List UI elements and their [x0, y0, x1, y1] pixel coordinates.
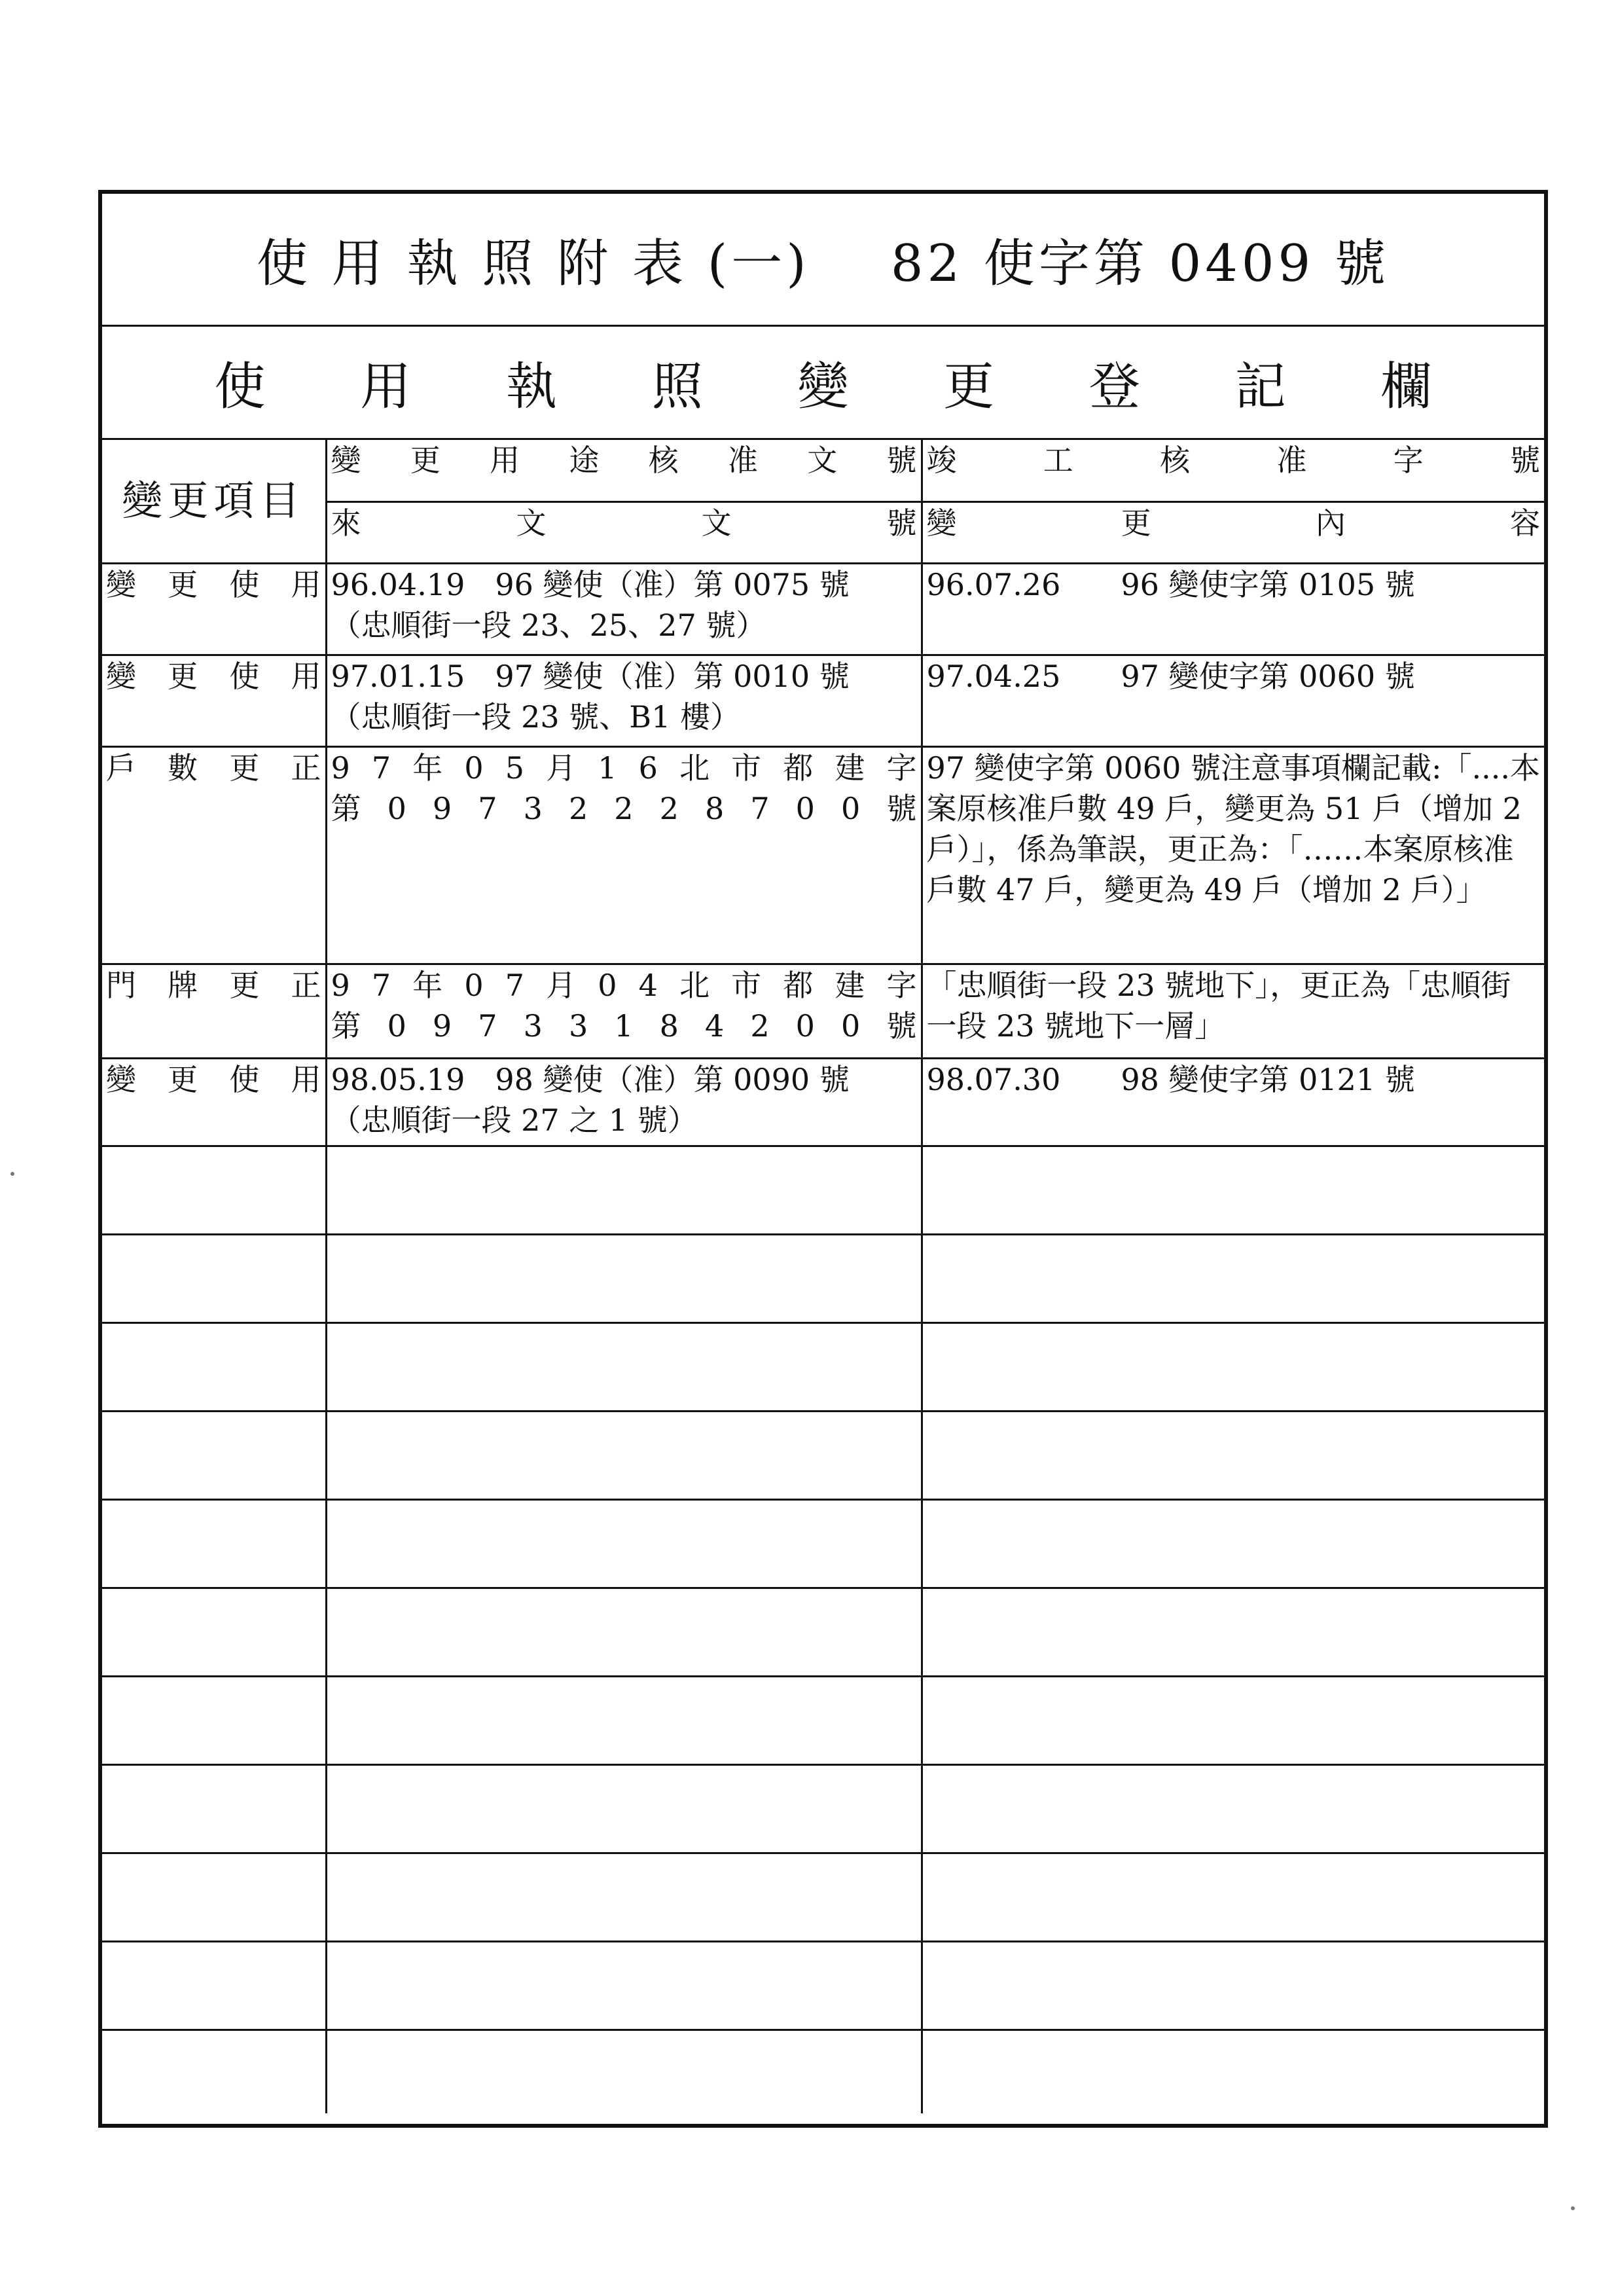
doc-number-char: 9: [331, 967, 350, 1003]
doc-number-char: 2: [659, 790, 679, 826]
change-item-char: 使: [229, 1061, 260, 1097]
empty-cell: [326, 1499, 922, 1588]
change-item-char: 正: [291, 750, 321, 786]
change-item-char: 更: [168, 566, 198, 602]
change-item-cell: [102, 746, 326, 964]
doc-number-char: 月: [546, 967, 577, 1003]
change-item-char: 牌: [168, 967, 198, 1003]
empty-cell: [922, 1941, 1544, 2030]
empty-row: [102, 1322, 1544, 1411]
empty-cell: [326, 2030, 922, 2113]
subtitle-char: 變: [797, 357, 849, 416]
change-item-char: 用: [291, 658, 321, 694]
doc-number-char: 5: [505, 750, 525, 786]
doc-number-char: 7: [371, 750, 391, 786]
doc-number-char: 4: [704, 1008, 725, 1044]
approval-doc-cell: [326, 746, 922, 964]
empty-cell: [102, 1499, 326, 1588]
completion-content-cell: [922, 655, 1544, 746]
change-item-char: 變: [106, 1061, 136, 1097]
approval-doc-cell: [326, 655, 922, 746]
change-register-table: [102, 440, 1544, 2113]
doc-number-char: 4: [638, 967, 658, 1003]
form-title-left: 使 用 執 照 附 表 (一): [257, 234, 810, 293]
empty-cell: [326, 1146, 922, 1234]
subtitle-char: 用: [360, 357, 412, 416]
doc-number-char: 0: [464, 750, 484, 786]
empty-cell: [922, 1588, 1544, 1676]
change-item-char: 門: [106, 967, 136, 1003]
approval-doc-cell: [326, 964, 922, 1058]
doc-number-char: 3: [523, 790, 543, 826]
doc-number-char: 0: [841, 1008, 861, 1044]
doc-number-char: 0: [598, 967, 617, 1003]
empty-cell: [102, 1764, 326, 1853]
subtitle-char: 執: [505, 357, 557, 416]
completion-content-text: 96.07.26 96 變使字第 0105 號: [926, 566, 1415, 602]
change-item-cell: [102, 655, 326, 746]
doc-number-char: 0: [387, 1008, 406, 1044]
change-item-char: 使: [229, 566, 260, 602]
completion-content-text: 97 變使字第 0060 號注意事項欄記載:「....本案原核准戶數 49 戶，變更為 51 戶（增加 2 戶）」，係為筆誤，更正為：「……本案原核准戶數 47 戶，變更為 49 戶（增加 2 戶）」: [926, 750, 1540, 907]
completion-content-cell: [922, 964, 1544, 1058]
empty-cell: [326, 1322, 922, 1411]
subtitle-char: 更: [943, 357, 995, 416]
empty-cell: [922, 2030, 1544, 2113]
doc-number-char: 6: [638, 750, 658, 786]
approval-doc-line: （忠順街一段 27 之 1 號）: [331, 1102, 698, 1138]
change-item-char: 更: [168, 1061, 198, 1097]
doc-number-char: 1: [598, 750, 617, 786]
doc-number-char: 都: [783, 967, 814, 1003]
header-approval-doc: [326, 440, 922, 501]
doc-number-char: 9: [432, 790, 452, 826]
approval-doc-line: 96.04.19 96 變使（准）第 0075 號: [331, 566, 850, 602]
header-row-1: [102, 440, 1544, 501]
doc-number-char: 7: [505, 967, 525, 1003]
change-item-char: 用: [291, 1061, 321, 1097]
doc-number-char: 8: [659, 1008, 679, 1044]
empty-cell: [102, 1322, 326, 1411]
header-char: 核: [648, 443, 679, 478]
form-subtitle: [102, 327, 1544, 440]
empty-row: [102, 1853, 1544, 1941]
completion-content-cell: [922, 1058, 1544, 1146]
empty-cell: [922, 1853, 1544, 1941]
approval-doc-line: 98.05.19 98 變使（准）第 0090 號: [331, 1061, 850, 1097]
change-item-char: 正: [291, 967, 321, 1003]
empty-cell: [922, 1499, 1544, 1588]
empty-cell: [922, 1322, 1544, 1411]
doc-number-char: 月: [546, 750, 577, 786]
header-char: 字: [1393, 443, 1424, 478]
header-change-item: 變更項目: [102, 440, 326, 563]
completion-content-text: 97.04.25 97 變使字第 0060 號: [926, 658, 1415, 694]
header-char: 更: [410, 443, 440, 478]
empty-cell: [102, 1234, 326, 1322]
change-item-cell: [102, 563, 326, 655]
subtitle-char: 照: [651, 357, 703, 416]
empty-row: [102, 1676, 1544, 1764]
header-char: 准: [1276, 443, 1307, 478]
doc-number-char: 號: [886, 1008, 917, 1044]
change-item-cell: [102, 964, 326, 1058]
change-item-char: 更: [229, 967, 260, 1003]
doc-number-char: 7: [371, 967, 391, 1003]
doc-number-char: 第: [331, 790, 361, 826]
empty-cell: [102, 2030, 326, 2113]
header-char: 號: [886, 505, 917, 541]
approval-doc-line: （忠順街一段 23、25、27 號）: [331, 607, 766, 643]
change-item-char: 戶: [106, 750, 136, 786]
empty-row: [102, 1234, 1544, 1322]
change-item-char: 更: [168, 658, 198, 694]
empty-row: [102, 1764, 1544, 1853]
register-row: [102, 746, 1544, 964]
doc-number-char: 字: [886, 967, 917, 1003]
header-char: 核: [1160, 443, 1191, 478]
doc-number-char: 7: [750, 790, 770, 826]
doc-number-char: 2: [568, 790, 588, 826]
header-char: 工: [1043, 443, 1073, 478]
scan-speck: [1571, 2206, 1575, 2210]
doc-number-char: 2: [750, 1008, 770, 1044]
header-char: 文: [807, 443, 838, 478]
doc-number-char: 0: [795, 1008, 815, 1044]
empty-cell: [102, 1853, 326, 1941]
approval-doc-line: （忠順街一段 23 號、B1 樓）: [331, 699, 740, 735]
empty-cell: [326, 1853, 922, 1941]
header-char: 途: [569, 443, 600, 478]
empty-cell: [326, 1411, 922, 1499]
subtitle-char: 欄: [1380, 357, 1432, 416]
empty-cell: [326, 1764, 922, 1853]
header-char: 號: [1509, 443, 1540, 478]
doc-number-char: 市: [731, 750, 762, 786]
empty-row: [102, 1588, 1544, 1676]
change-item-char: 更: [229, 750, 260, 786]
header-char: 准: [727, 443, 758, 478]
empty-cell: [922, 1764, 1544, 1853]
empty-row: [102, 1941, 1544, 2030]
empty-cell: [326, 1941, 922, 2030]
form-title-license-number: 82 使字第 0409 號: [890, 234, 1390, 293]
header-char: 變: [926, 505, 957, 541]
doc-number-char: 北: [679, 967, 710, 1003]
register-row: [102, 563, 1544, 655]
doc-number-char: 年: [412, 750, 443, 786]
subtitle-char: 登: [1088, 357, 1140, 416]
doc-number-char: 0: [841, 790, 861, 826]
header-char: 變: [331, 443, 361, 478]
change-item-cell: [102, 1058, 326, 1146]
doc-number-char: 9: [331, 750, 350, 786]
empty-cell: [102, 1411, 326, 1499]
doc-number-char: 建: [835, 967, 865, 1003]
header-char: 更: [1121, 505, 1151, 541]
doc-number-char: 建: [835, 750, 865, 786]
doc-number-char: 0: [464, 967, 484, 1003]
header-char: 文: [701, 505, 732, 541]
subtitle-char: 使: [214, 357, 266, 416]
empty-cell: [102, 1146, 326, 1234]
doc-number-char: 2: [614, 790, 634, 826]
subtitle-char: 記: [1234, 357, 1286, 416]
register-row: [102, 1058, 1544, 1146]
change-item-char: 變: [106, 566, 136, 602]
completion-content-text: 98.07.30 98 變使字第 0121 號: [926, 1061, 1415, 1097]
doc-number-char: 第: [331, 1008, 361, 1044]
doc-number-char: 北: [679, 750, 710, 786]
doc-number-char: 7: [478, 790, 497, 826]
empty-cell: [326, 1588, 922, 1676]
empty-cell: [922, 1146, 1544, 1234]
approval-doc-cell: [326, 1058, 922, 1146]
doc-number-char: 0: [387, 790, 406, 826]
empty-row: [102, 1499, 1544, 1588]
header-char: 號: [886, 443, 917, 478]
doc-number-char: 3: [568, 1008, 588, 1044]
empty-cell: [326, 1676, 922, 1764]
header-char: 用: [490, 443, 520, 478]
doc-number-char: 都: [783, 750, 814, 786]
doc-number-char: 3: [523, 1008, 543, 1044]
change-item-char: 數: [168, 750, 198, 786]
approval-doc-cell: [326, 563, 922, 655]
empty-cell: [922, 1411, 1544, 1499]
doc-number-char: 7: [478, 1008, 497, 1044]
register-row: [102, 655, 1544, 746]
empty-cell: [102, 1941, 326, 2030]
completion-content-cell: [922, 563, 1544, 655]
completion-content-text: 「忠順街一段 23 號地下」，更正為「忠順街一段 23 號地下一層」: [926, 967, 1511, 1044]
doc-number-char: 9: [432, 1008, 452, 1044]
empty-row: [102, 1146, 1544, 1234]
license-appendix-form: [98, 190, 1548, 2128]
form-title: [102, 194, 1544, 327]
empty-cell: [326, 1234, 922, 1322]
empty-row: [102, 1411, 1544, 1499]
empty-cell: [102, 1588, 326, 1676]
empty-cell: [922, 1234, 1544, 1322]
doc-number-char: 1: [614, 1008, 634, 1044]
doc-number-char: 字: [886, 750, 917, 786]
doc-number-char: 市: [731, 967, 762, 1003]
header-char: 容: [1509, 505, 1540, 541]
completion-content-cell: [922, 746, 1544, 964]
empty-cell: [102, 1676, 326, 1764]
header-incoming-doc: [326, 501, 922, 563]
header-char: 內: [1315, 505, 1346, 541]
header-completion-approval: [922, 440, 1544, 501]
header-char: 來: [331, 505, 361, 541]
doc-number-char: 年: [412, 967, 443, 1003]
change-item-char: 用: [291, 566, 321, 602]
approval-doc-line: 97.01.15 97 變使（准）第 0010 號: [331, 658, 850, 694]
scan-speck: [10, 1172, 14, 1176]
header-change-content: [922, 501, 1544, 563]
doc-number-char: 0: [795, 790, 815, 826]
change-item-char: 使: [229, 658, 260, 694]
register-row: [102, 964, 1544, 1058]
empty-row: [102, 2030, 1544, 2113]
doc-number-char: 號: [886, 790, 917, 826]
header-char: 竣: [926, 443, 957, 478]
change-item-char: 變: [106, 658, 136, 694]
doc-number-char: 8: [704, 790, 725, 826]
header-char: 文: [516, 505, 547, 541]
empty-cell: [922, 1676, 1544, 1764]
